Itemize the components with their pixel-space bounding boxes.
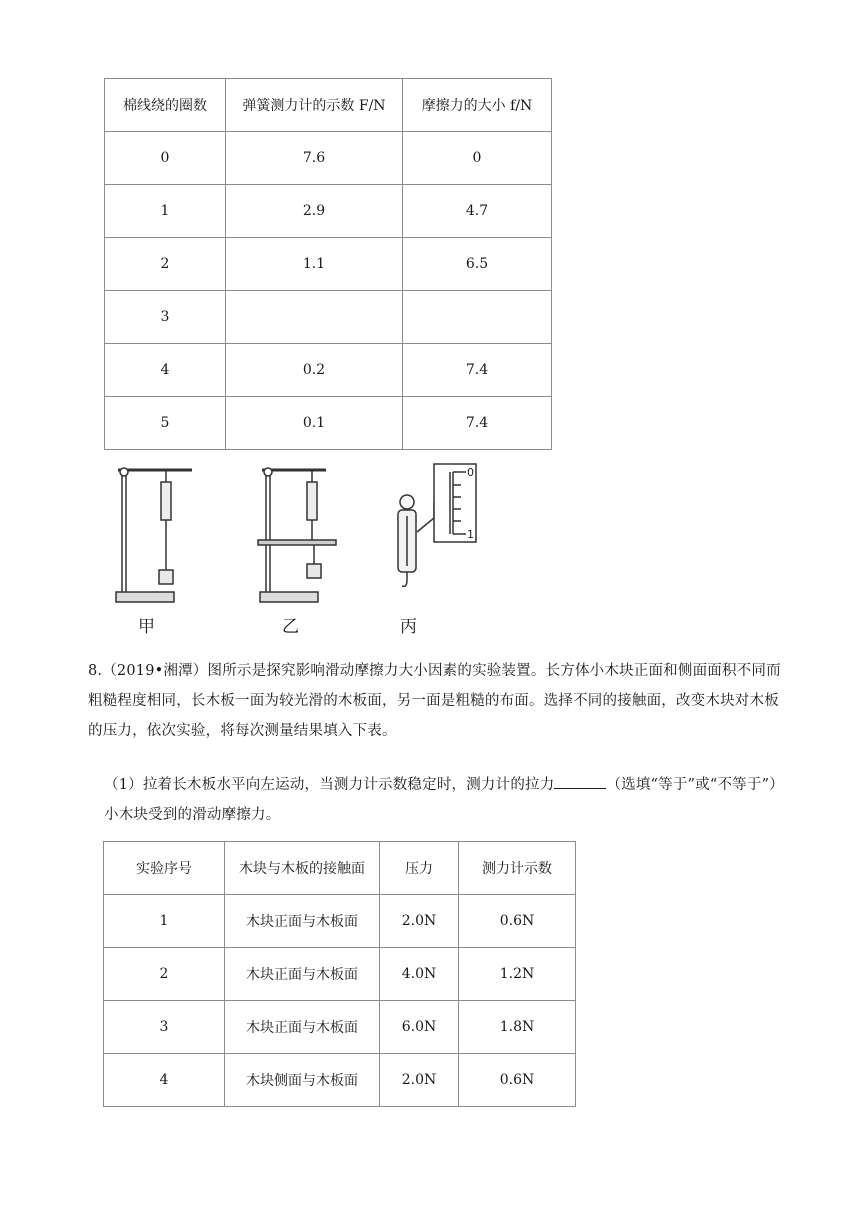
table-row (105, 238, 552, 291)
table-cell: 7.4 (403, 397, 552, 450)
table-cell: 3 (104, 1001, 225, 1054)
figure-label-yi: 乙 (282, 617, 299, 637)
figure-label-bing: 丙 (400, 617, 417, 637)
table-cell: 0.1 (226, 397, 403, 450)
table-row (105, 344, 552, 397)
table-cell: 木块正面与木板面 (225, 895, 380, 948)
scale-top-label: 0 (467, 466, 474, 479)
table-cell: 1.2N (459, 948, 576, 1001)
question-8-sub1 (104, 770, 784, 830)
table-cell: 木块正面与木板面 (225, 948, 380, 1001)
table-cell: 1.8N (459, 1001, 576, 1054)
table-row (104, 1054, 576, 1107)
table-header: 棉线绕的圈数 (105, 79, 226, 132)
sub1-text-after: （选填“等于”或“不等于”）小木块受到的滑动摩擦力。 (104, 777, 784, 823)
table-row (104, 895, 576, 948)
spring-scale-bing (398, 464, 476, 586)
table-row (104, 1001, 576, 1054)
table-header: 测力计示数 (459, 842, 576, 895)
table-cell: 木块正面与木板面 (225, 1001, 380, 1054)
table-cell: 2.0N (380, 1054, 459, 1107)
table-cell: 5 (105, 397, 226, 450)
table-cell: 2 (105, 238, 226, 291)
stand-yi (258, 468, 336, 602)
table-row (105, 397, 552, 450)
experiment-results-table (103, 841, 576, 1107)
table-cell: 1 (105, 185, 226, 238)
sub1-text-before: （1）拉着长木板水平向左运动，当测力计示数稳定时，测力计的拉力 (104, 777, 555, 793)
table-row (105, 291, 552, 344)
table-header: 木块与木板的接触面 (225, 842, 380, 895)
table-cell: 6.5 (403, 238, 552, 291)
table-cell: 1 (104, 895, 225, 948)
table-header: 实验序号 (104, 842, 225, 895)
table-cell: 0.6N (459, 1054, 576, 1107)
table-cell: 4.7 (403, 185, 552, 238)
figure-label-jia: 甲 (138, 617, 155, 637)
table-header: 弹簧测力计的示数 F/N (226, 79, 403, 132)
table-cell: 0 (105, 132, 226, 185)
friction-table-turns (104, 78, 552, 450)
scale-bottom-label: 1 (467, 528, 474, 541)
table-header-row (105, 79, 552, 132)
apparatus-drawing (100, 462, 520, 642)
answer-blank[interactable] (554, 774, 606, 789)
table-cell: 6.0N (380, 1001, 459, 1054)
table-header: 摩擦力的大小 f/N (403, 79, 552, 132)
table-row (105, 132, 552, 185)
table-row (104, 948, 576, 1001)
table-cell: 4.0N (380, 948, 459, 1001)
table-cell (403, 291, 552, 344)
table-cell: 0.6N (459, 895, 576, 948)
table-cell: 7.4 (403, 344, 552, 397)
table-cell: 4 (104, 1054, 225, 1107)
table-cell: 2.9 (226, 185, 403, 238)
apparatus-figure (100, 462, 520, 642)
table-cell: 2 (104, 948, 225, 1001)
table-cell: 1.1 (226, 238, 403, 291)
table-cell: 0.2 (226, 344, 403, 397)
table-header-row (104, 842, 576, 895)
table-cell: 3 (105, 291, 226, 344)
table-cell: 4 (105, 344, 226, 397)
question-8-intro: 8.（2019•湘潭）图所示是探究影响滑动摩擦力大小因素的实验装置。长方体小木块正面和侧面面积不同而粗糙程度相同，长木板一面为较光滑的木板面，另一面是粗糙的布面。选择不同的接触面，改变木块对木板的压力，依次实验，将每次测量结果填入下表。 (88, 663, 781, 739)
table-row (105, 185, 552, 238)
table-cell: 2.0N (380, 895, 459, 948)
stand-jia (116, 468, 192, 602)
table-cell: 0 (403, 132, 552, 185)
table-cell: 7.6 (226, 132, 403, 185)
table-header: 压力 (380, 842, 459, 895)
table-cell (226, 291, 403, 344)
table-cell: 木块侧面与木板面 (225, 1054, 380, 1107)
